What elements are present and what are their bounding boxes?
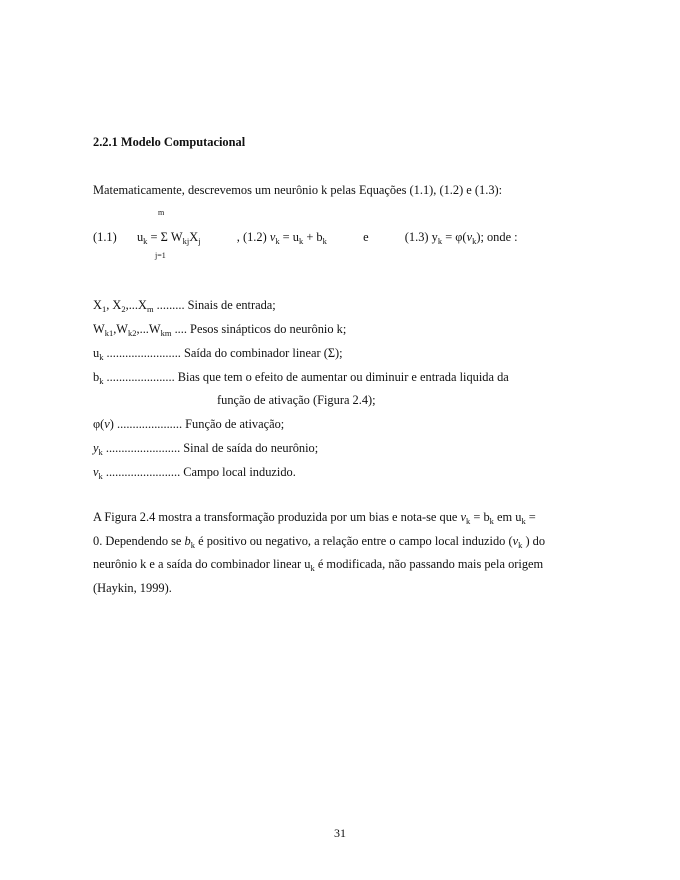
section-heading: 2.2.1 Modelo Computacional: [93, 135, 246, 149]
def-output: $y_k$ ........................ Sinal de saída do neurônio;: [93, 441, 319, 457]
eq3: (1.3) $y_k = \varphi(v_k)$; onde :: [404, 230, 518, 246]
def-bias: $b_k$ ...................... Bias que tem o efeito de aumentar ou diminuir e entrada liquida da: [93, 370, 509, 386]
def-inputs: $X_1$, $X_2,...X_m$ ......... Sinais de entrada;: [93, 298, 276, 314]
page-number: 31: [334, 826, 346, 840]
para-line-2: 0. Dependendo se $b_k$ é positivo ou negativo, a relação entre o campo local induzido ($v_k$ ) do: [93, 534, 546, 550]
para-line-1: A Figura 2.4 mostra a transformação produzida por um bias e nota-se que $v_k = b_k$ em $u_k$ =: [93, 510, 536, 526]
equation-line: [93, 229, 518, 246]
intro-text: Matematicamente, descrevemos um neurônio k pelas Equações (1.1), (1.2) e (1.3):: [93, 183, 503, 197]
def-combiner: $u_k$ ........................ Saída do combinador linear (Σ);: [93, 346, 343, 362]
def-activation: φ(v) ..................... Função de ativação;: [93, 417, 285, 431]
eq2: , (1.2) $v_k = u_k + b_k$: [236, 230, 327, 246]
eq-label-1: (1.1): [93, 230, 117, 244]
eq1: $u_k = \Sigma$ $W_{kj}X_j$: [136, 230, 201, 246]
para-line-3: neurônio k e a saída do combinador linear $u_k$ é modificada, não passando mais pela origem: [93, 557, 544, 573]
def-bias-cont: função de ativação (Figura 2.4);: [217, 393, 376, 407]
eq-and: e: [363, 230, 369, 244]
def-weights: $W_{k1},W_{k2},...W_{km}$ .... Pesos sinápticos do neurônio k;: [93, 322, 347, 338]
sum-lower-limit: j=1: [155, 251, 166, 260]
sum-upper-limit: m: [158, 208, 165, 217]
def-field: $v_k$ ........................ Campo local induzido.: [93, 465, 296, 481]
para-line-4: (Haykin, 1999).: [93, 581, 172, 595]
